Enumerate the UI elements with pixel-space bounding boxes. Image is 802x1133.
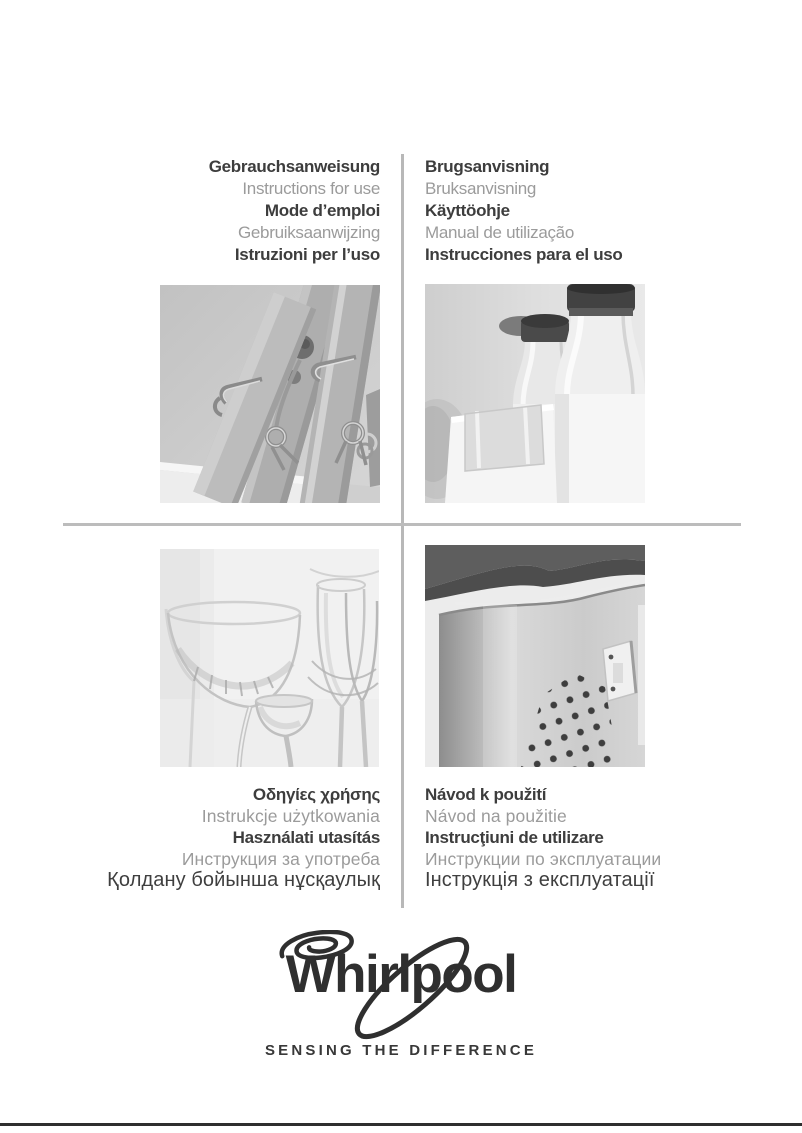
language-line-hu: Használati utasítás xyxy=(232,828,380,847)
language-line-uk: Інструкція з експлуатації xyxy=(425,869,655,891)
language-line-pl: Instrukcje użytkowania xyxy=(201,805,380,826)
language-line-fi: Käyttöohje xyxy=(425,201,510,220)
language-line-es: Instrucciones para el uso xyxy=(425,245,623,264)
language-line-ro: Instrucţiuni de utilizare xyxy=(425,828,604,847)
horizontal-divider xyxy=(63,523,741,526)
brand-wordmark: Whirlpool xyxy=(285,945,517,1004)
language-line-pt: Manual de utilização xyxy=(425,223,574,242)
language-line-nl: Gebruiksaanwijzing xyxy=(237,223,380,242)
language-line-bg: Инструкция за употреба xyxy=(181,848,380,869)
photo-steel-colander-pot xyxy=(425,545,645,767)
bottom-right-language-column xyxy=(425,784,802,892)
whirlpool-ring-icon xyxy=(330,932,500,1052)
language-line-it: Istruzioni per l’uso xyxy=(234,245,380,264)
photo-milk-bottles xyxy=(425,284,645,503)
bottom-edge-rule xyxy=(0,1123,802,1126)
language-line-da: Brugsanvisning xyxy=(425,157,550,176)
language-line-el: Οδηγίες χρήσης xyxy=(252,785,380,804)
brand-tagline: SENSING THE DIFFERENCE xyxy=(264,1042,538,1059)
whirlpool-logo xyxy=(0,924,802,1074)
top-left-language-column xyxy=(0,156,380,266)
language-line-kk: Қолдану бойынша нұсқаулық xyxy=(107,869,380,891)
photo-wooden-clothespins xyxy=(160,285,380,503)
bottom-left-language-column xyxy=(0,784,380,892)
language-line-ru: Инструкции по эксплуатации xyxy=(425,848,662,869)
language-line-en: Instructions for use xyxy=(242,179,380,198)
language-line-sv: Bruksanvisning xyxy=(425,179,537,198)
language-line-fr: Mode d’emploi xyxy=(264,201,380,220)
language-line-sk: Návod na použitie xyxy=(425,805,567,826)
language-line-cs: Návod k použití xyxy=(425,785,547,804)
photo-wine-glasses xyxy=(160,549,379,767)
vertical-divider xyxy=(401,154,404,908)
top-right-language-column xyxy=(425,156,802,266)
language-line-de: Gebrauchsanweisung xyxy=(208,157,380,176)
